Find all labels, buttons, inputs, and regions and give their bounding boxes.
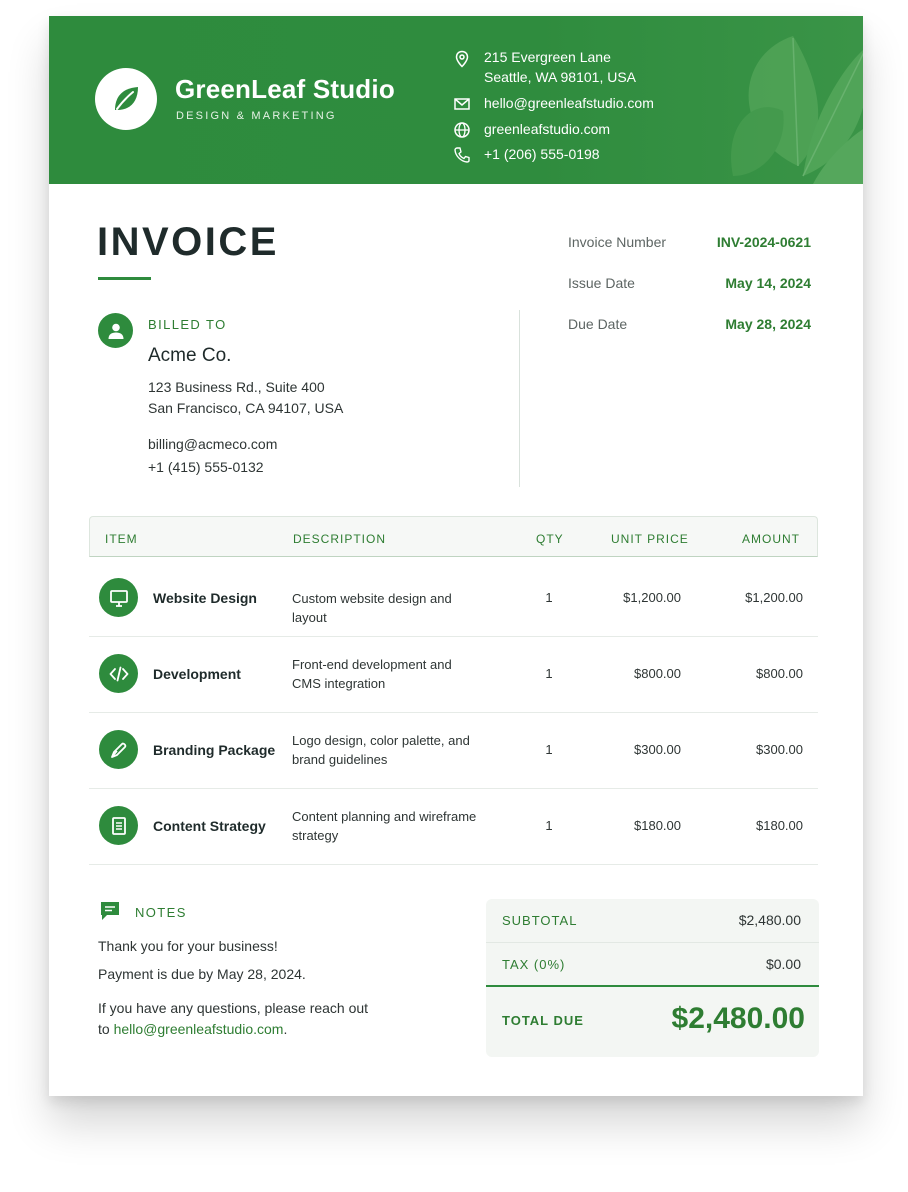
row-amount: $300.00 [756,742,803,757]
row-item: Development [153,666,241,682]
leaf-logo-icon [109,82,143,116]
row-icon-badge [99,578,138,617]
invoice-header [49,16,863,184]
phone-icon [453,146,471,164]
company-email[interactable]: hello@greenleafstudio.com [484,95,654,111]
client-name: Acme Co. [148,345,232,366]
row-icon-badge [99,806,138,845]
due-date: May 28, 2024 [725,316,811,332]
row-amount: $1,200.00 [745,590,803,605]
row-description: Custom website design and layout [292,591,452,625]
table-row [89,788,818,865]
row-amount: $800.00 [756,666,803,681]
vertical-divider [519,310,520,487]
client-address-line2: San Francisco, CA 94107, USA [148,400,344,416]
notes-line-4-suffix: . [283,1021,288,1037]
row-unit-price: $800.00 [634,666,681,681]
notes-line-4-prefix: to [98,1021,114,1037]
notes-line-3: If you have any questions, please reach out [98,1000,369,1016]
billed-to-label: BILLED TO [148,317,227,332]
column-header-qty: QTY [536,532,564,546]
table-row [89,636,818,713]
issue-date-label: Issue Date [568,275,635,291]
logo [95,68,157,130]
company-address-line1: 215 Evergreen Lane [484,49,611,65]
row-description: Front-end development and CMS integration [292,657,452,691]
table-row [89,560,818,637]
company-name: GreenLeaf Studio [175,74,395,104]
location-pin-icon [453,50,471,68]
row-item: Branding Package [153,742,276,758]
totals-box [486,899,819,1057]
row-unit-price: $1,200.00 [623,590,681,605]
tax-value: $0.00 [765,956,801,972]
subtotal-value: $2,480.00 [738,912,801,928]
globe-icon [453,121,471,139]
client-phone: +1 (415) 555-0132 [148,459,264,475]
issue-date: May 14, 2024 [725,275,811,291]
notes-line-4 [98,1021,287,1037]
row-qty: 1 [545,818,553,833]
company-phone: +1 (206) 555-0198 [484,146,600,162]
invoice-page [49,16,863,1096]
row-amount: $180.00 [756,818,803,833]
row-icon-badge [99,654,138,693]
column-header-description: DESCRIPTION [293,532,387,546]
row-unit-price: $180.00 [634,818,681,833]
subtotal-label: SUBTOTAL [502,913,578,928]
invoice-title: INVOICE [97,220,279,264]
notes-line-1: Thank you for your business! [98,938,278,954]
client-email[interactable]: billing@acmeco.com [148,436,278,452]
total-due-value: $2,480.00 [671,1002,805,1035]
total-divider [486,985,819,987]
company-tagline: DESIGN & MARKETING [176,110,337,122]
billed-to-badge [98,313,133,348]
company-address-line2: Seattle, WA 98101, USA [484,69,637,85]
row-description: Content planning and wireframe strategy [292,809,477,843]
due-date-label: Due Date [568,316,628,332]
notes-label: NOTES [135,905,187,920]
notes-email-link[interactable]: hello@greenleafstudio.com [113,1021,284,1037]
tax-label: TAX (0%) [502,957,566,972]
row-description: Logo design, color palette, and brand guidelines [292,733,470,767]
row-qty: 1 [545,590,553,605]
code-icon [108,663,130,685]
user-icon [106,321,126,341]
client-address-line1: 123 Business Rd., Suite 400 [148,379,325,395]
table-header [89,516,818,557]
envelope-icon [453,95,471,113]
row-icon-badge [99,730,138,769]
row-item: Content Strategy [153,818,266,834]
row-unit-price: $300.00 [634,742,681,757]
chat-bubble-icon [98,899,122,923]
company-website[interactable]: greenleafstudio.com [484,121,611,137]
row-qty: 1 [545,666,553,681]
row-qty: 1 [545,742,553,757]
column-header-unit-price: UNIT PRICE [611,532,689,546]
pen-icon [108,739,130,761]
total-due-label: TOTAL DUE [502,1013,584,1028]
row-item: Website Design [153,590,257,606]
title-underline [98,277,151,280]
invoice-number: INV-2024-0621 [716,234,811,250]
column-header-item: ITEM [105,532,138,546]
column-header-amount: AMOUNT [742,532,800,546]
table-row [89,712,818,789]
totals-divider [486,942,819,943]
notes-line-2: Payment is due by May 28, 2024. [98,966,306,982]
leaves-decoration-icon [693,16,863,184]
document-icon [108,815,130,837]
monitor-icon [108,587,130,609]
invoice-number-label: Invoice Number [568,234,667,250]
